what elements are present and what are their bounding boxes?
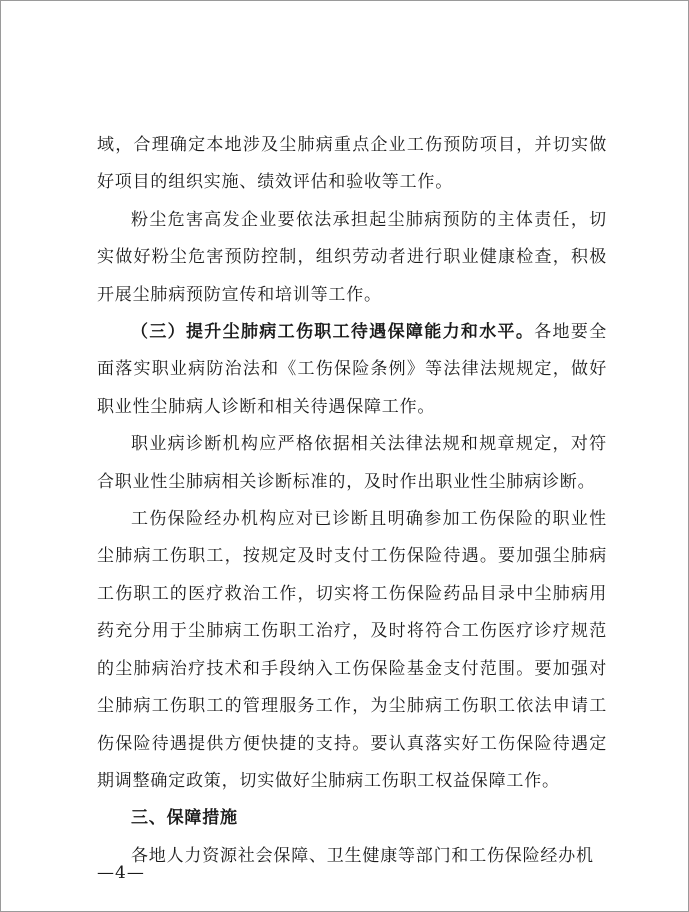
section-3-heading: 三、保障措施: [131, 808, 238, 829]
body-text: [97, 127, 607, 875]
subsection-3-text: 各地要全面落实职业病防治法和《工伤保险条例》等法律法规规定，做好职业性尘肺病人诊断和相关待遇保障工作。: [97, 322, 608, 417]
paragraph-insurance-agencies: 工伤保险经办机构应对已诊断且明确参加工伤保险的职业性尘肺病工伤职工，按规定及时支付工伤保险待遇。要加强尘肺病工伤职工的医疗救治工作，切实将工伤保险药品目录中尘肺病用药充分用于尘肺病工伤职工治疗，及时将符合工伤医疗诊疗规范的尘肺病治疗技术和手段纳入工伤保险基金支付范围。要加强对尘肺病工伤职工的管理服务工作，为尘肺病工伤职工依法申请工伤保险待遇提供方便快捷的支持。要认真落实好工伤保险待遇定期调整确定政策，切实做好尘肺病工伤职工权益保障工作。: [97, 509, 607, 791]
subsection-3-heading: （三）提升尘肺病工伤职工待遇保障能力和水平。: [131, 322, 535, 343]
page-number: —4—: [97, 863, 145, 883]
paragraph-continuation: 域，合理确定本地涉及尘肺病重点企业工伤预防项目，并切实做好项目的组织实施、绩效评估和验收等工作。: [97, 135, 607, 193]
paragraph-enterprise-responsibility: 粉尘危害高发企业要依法承担起尘肺病预防的主体责任，切实做好粉尘危害预防控制，组织劳动者进行职业健康检查，积极开展尘肺病预防宣传和培训等工作。: [97, 209, 607, 305]
paragraph-diagnosis-institutions: 职业病诊断机构应严格依据相关法律法规和规章规定，对符合职业性尘肺病相关诊断标准的，及时作出职业性尘肺病诊断。: [97, 434, 607, 492]
paragraph-subsection-3: [97, 314, 607, 426]
paragraph-section-3-start: 各地人力资源社会保障、卫生健康等部门和工伤保险经办机: [131, 845, 594, 866]
